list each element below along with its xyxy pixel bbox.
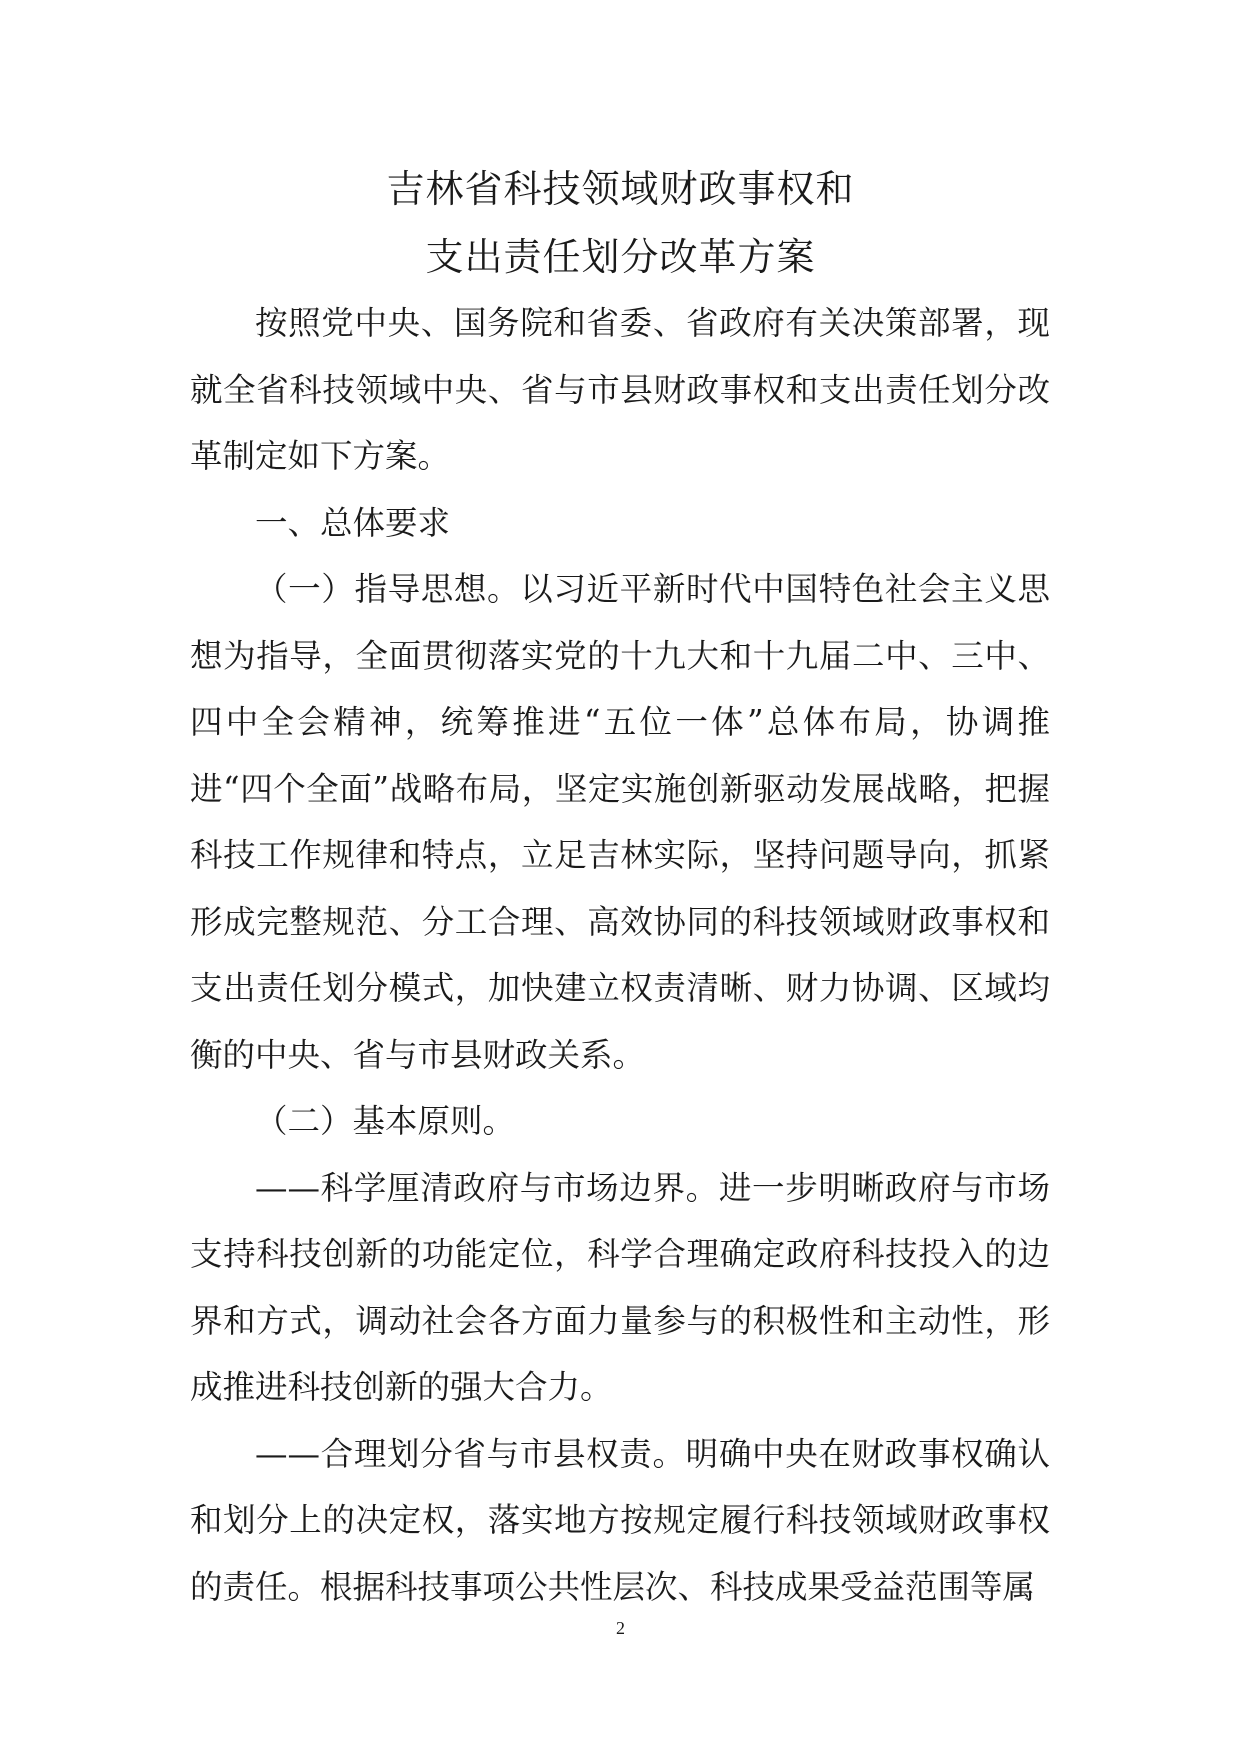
principle-paragraph-government-market: ——科学厘清政府与市场边界。进一步明晰政府与市场支持科技创新的功能定位，科学合理确定政府科技投入的边界和方式，调动社会各方面力量参与的积极性和主动性，形成推进科技创新的强大合力。 (190, 1168, 1050, 1406)
page-number: 2 (616, 1618, 625, 1638)
guiding-ideology-paragraph: （一）指导思想。以习近平新时代中国特色社会主义思想为指导，全面贯彻落实党的十九大和十九届二中、三中、四中全会精神，统筹推进“五位一体”总体布局，协调推进“四个全面”战略布局，坚定实施创新驱动发展战略，把握科技工作规律和特点，立足吉林实际，坚持问题导向，抓紧形成完整规范、分工合理、高效协同的科技领域财政事权和支出责任划分模式，加快建立权责清晰、财力协调、区域均衡的中央、省与市县财政关系。 (190, 570, 1050, 1074)
principle-paragraph-province-county: ——合理划分省与市县权责。明确中央在财政事权确认和划分上的决定权，落实地方按规定履行科技领域财政事权的责任。根据科技事项公共性层次、科技成果受益范围等属 (190, 1434, 1050, 1606)
intro-paragraph: 按照党中央、国务院和省委、省政府有关决策部署，现就全省科技领域中央、省与市县财政事权和支出责任划分改革制定如下方案。 (190, 304, 1050, 475)
basic-principles-heading: （二）基本原则。 (255, 1102, 516, 1140)
document-title-line-1: 吉林省科技领域财政事权和 (386, 167, 855, 211)
document-title-line-2: 支出责任划分改革方案 (425, 235, 816, 279)
document-body (190, 290, 1050, 1620)
section-heading-general-requirements: 一、总体要求 (255, 503, 451, 542)
